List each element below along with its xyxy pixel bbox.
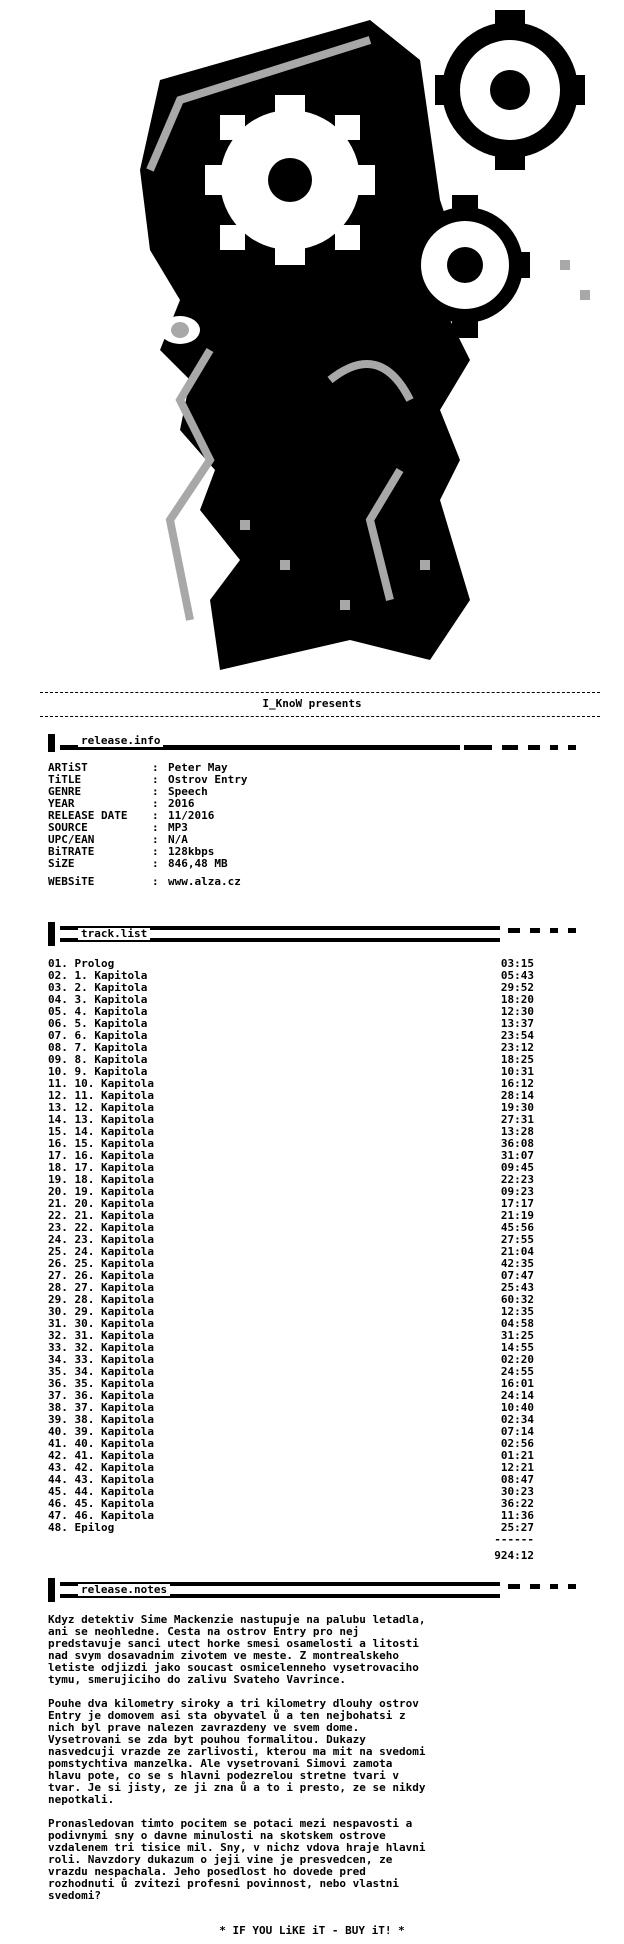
track-title: 42. 41. Kapitola [48, 1449, 154, 1462]
track-time: 02:20 [500, 1353, 534, 1366]
field-value: MP3 [168, 821, 188, 834]
field-value: Speech [168, 785, 208, 798]
release-info-section [48, 734, 600, 888]
field-colon: : [152, 845, 159, 858]
track-title: 19. 18. Kapitola [48, 1173, 154, 1186]
header-dots [508, 1584, 586, 1589]
track-time: 25:27 [500, 1521, 534, 1534]
total-row [48, 1550, 534, 1562]
total-rule: ------ [494, 1533, 534, 1546]
track-time: 36:08 [500, 1137, 534, 1150]
track-title: 07. 6. Kapitola [48, 1029, 148, 1042]
footer-slogan: * IF YOU LiKE iT - BUY iT! * [219, 1924, 405, 1937]
track-time: 11:36 [500, 1509, 534, 1522]
section-title: track.list [78, 928, 150, 940]
top-divider [40, 692, 600, 693]
track-title: 24. 23. Kapitola [48, 1233, 154, 1246]
track-title: 08. 7. Kapitola [48, 1041, 148, 1054]
field-colon: : [152, 875, 159, 888]
field-row [48, 798, 600, 810]
field-key: GENRE [48, 785, 82, 798]
track-time: 17:17 [500, 1197, 534, 1210]
release-info-fields [48, 762, 600, 870]
section-header [48, 734, 600, 752]
track-time: 42:35 [500, 1257, 534, 1270]
track-time: 14:55 [500, 1341, 534, 1354]
notes-paragraph: Pouhe dva kilometry siroky a tri kilometry dlouhy ostrov Entry je domovem asi sta obyvatel ů a ten nejbohatsi z nich byl prave nalezen zavrazdeny ve svem dome. Vysetrovani se zda byt pouhou formalitou. Dukazy nasvedcuji vrazde ze zarlivosti, kterou ma mit na svedomi pomstychtiva manzelka. Ale vysetrovani Simovi zamota hlavu pote, co se s hlavni podezrelou stretne tvari v tvar. Je si jisty, ze ji zna ů a to i presto, ze se nikdy nepotkali. [48, 1697, 426, 1806]
track-title: 48. Epilog [48, 1521, 115, 1534]
field-colon: : [152, 785, 159, 798]
track-title: 03. 2. Kapitola [48, 981, 148, 994]
track-title: 39. 38. Kapitola [48, 1413, 154, 1426]
section-header [48, 922, 600, 946]
track-title: 10. 9. Kapitola [48, 1065, 148, 1078]
header-bar-left [48, 734, 55, 752]
track-title: 23. 22. Kapitola [48, 1221, 154, 1234]
field-key: ARTiST [48, 761, 88, 774]
track-title: 18. 17. Kapitola [48, 1161, 154, 1174]
field-row [48, 810, 600, 822]
track-title: 06. 5. Kapitola [48, 1017, 148, 1030]
track-time: 28:14 [500, 1089, 534, 1102]
track-time: 31:07 [500, 1149, 534, 1162]
field-value: 2016 [168, 797, 195, 810]
track-time: 09:45 [500, 1161, 534, 1174]
track-time: 22:23 [500, 1173, 534, 1186]
track-title: 35. 34. Kapitola [48, 1365, 154, 1378]
track-time: 16:12 [500, 1077, 534, 1090]
field-key: BiTRATE [48, 845, 95, 858]
track-time: 23:54 [500, 1029, 534, 1042]
field-value: N/A [168, 833, 188, 846]
section-title: release.info [78, 735, 163, 747]
large-gear-icon [205, 95, 375, 265]
track-time: 16:01 [500, 1377, 534, 1390]
track-time: 07:47 [500, 1269, 534, 1282]
field-colon: : [152, 809, 159, 822]
field-key: WEBSiTE [48, 875, 95, 888]
field-colon: : [152, 857, 159, 870]
track-time: 27:31 [500, 1113, 534, 1126]
eye-icon [160, 316, 200, 344]
track-title: 29. 28. Kapitola [48, 1293, 154, 1306]
field-colon: : [152, 773, 159, 786]
field-row [48, 858, 600, 870]
track-title: 45. 44. Kapitola [48, 1485, 154, 1498]
track-title: 31. 30. Kapitola [48, 1317, 154, 1330]
track-time: 13:28 [500, 1125, 534, 1138]
track-title: 01. Prolog [48, 957, 115, 970]
total-time: 924:12 [494, 1549, 534, 1562]
track-time: 60:32 [500, 1293, 534, 1306]
website-row [48, 876, 600, 888]
track-title: 41. 40. Kapitola [48, 1437, 154, 1450]
header-bar-left [48, 922, 55, 946]
track-title: 20. 19. Kapitola [48, 1185, 154, 1198]
header-dots [508, 928, 586, 933]
field-key: UPC/EAN [48, 833, 95, 846]
track-time: 02:56 [500, 1437, 534, 1450]
track-title: 05. 4. Kapitola [48, 1005, 148, 1018]
track-title: 04. 3. Kapitola [48, 993, 148, 1006]
track-title: 25. 24. Kapitola [48, 1245, 154, 1258]
field-row [48, 822, 600, 834]
track-time: 03:15 [500, 957, 534, 970]
track-title: 36. 35. Kapitola [48, 1377, 154, 1390]
track-time: 36:22 [500, 1497, 534, 1510]
track-title: 38. 37. Kapitola [48, 1401, 154, 1414]
bottom-divider [40, 716, 600, 717]
track-time: 07:14 [500, 1425, 534, 1438]
track-title: 34. 33. Kapitola [48, 1353, 154, 1366]
track-time: 27:55 [500, 1233, 534, 1246]
field-key: SiZE [48, 857, 75, 870]
track-time: 18:25 [500, 1053, 534, 1066]
track-row [48, 1510, 534, 1522]
notes-paragraph: Pronasledovan timto pocitem se potaci mezi nespavosti a podivnymi sny o davne minulosti na skotskem ostrove vzdalenem tri tisice mil. Sny, v nichz vdova hraje hlavni roli. Navzdory dukazum o jeji vine je presvedcen, ze vrazdu nespachala. Jeho posedlost ho dovede pred rozhodnuti ů zvitezi profesni povinnost, nebo vlastni svedomi? [48, 1817, 426, 1902]
track-row [48, 1522, 534, 1534]
track-title: 11. 10. Kapitola [48, 1077, 154, 1090]
field-colon: : [152, 833, 159, 846]
track-title: 09. 8. Kapitola [48, 1053, 148, 1066]
track-list [48, 958, 600, 1534]
field-value: Ostrov Entry [168, 773, 248, 786]
head-gears-illustration [40, 0, 620, 690]
track-time: 25:43 [500, 1281, 534, 1294]
release-notes-body [48, 1614, 600, 1902]
presents-title: I_KnoW presents [262, 697, 362, 710]
track-title: 43. 42. Kapitola [48, 1461, 154, 1474]
track-time: 29:52 [500, 981, 534, 994]
field-row [48, 834, 600, 846]
track-time: 05:43 [500, 969, 534, 982]
field-colon: : [152, 797, 159, 810]
field-colon: : [152, 761, 159, 774]
track-title: 02. 1. Kapitola [48, 969, 148, 982]
field-row [48, 774, 600, 786]
top-right-gear-icon [435, 10, 585, 170]
track-title: 15. 14. Kapitola [48, 1125, 154, 1138]
section-header [48, 1578, 600, 1602]
track-title: 44. 43. Kapitola [48, 1473, 154, 1486]
track-time: 31:25 [500, 1329, 534, 1342]
field-value: 846,48 MB [168, 857, 228, 870]
track-title: 32. 31. Kapitola [48, 1329, 154, 1342]
field-row [48, 786, 600, 798]
field-key: SOURCE [48, 821, 88, 834]
track-time: 21:19 [500, 1209, 534, 1222]
field-key: TiTLE [48, 773, 82, 786]
track-time: 04:58 [500, 1317, 534, 1330]
track-title: 21. 20. Kapitola [48, 1197, 154, 1210]
track-list-section [48, 922, 600, 1562]
track-title: 13. 12. Kapitola [48, 1101, 154, 1114]
track-title: 22. 21. Kapitola [48, 1209, 154, 1222]
track-title: 14. 13. Kapitola [48, 1113, 154, 1126]
header-bar-left [48, 1578, 55, 1602]
field-colon: : [152, 821, 159, 834]
notes-paragraph: Kdyz detektiv Sime Mackenzie nastupuje na palubu letadla, ani se neohledne. Cesta na ostrov Entry pro nej predstavuje sanci utect horke smesi osamelosti a litosti nad svym dosavadnim zivotem ve meste. Z montrealskeho letiste odjizdi jako soucast osmicelenneho vysetrovaciho tymu, smerujiciho do zalivu Svateho Vavrince. [48, 1613, 426, 1686]
track-title: 40. 39. Kapitola [48, 1425, 154, 1438]
track-time: 19:30 [500, 1101, 534, 1114]
total-rule-row [48, 1534, 534, 1546]
track-time: 23:12 [500, 1041, 534, 1054]
track-time: 09:23 [500, 1185, 534, 1198]
track-title: 37. 36. Kapitola [48, 1389, 154, 1402]
field-value: 128kbps [168, 845, 215, 858]
header-dots [464, 745, 586, 750]
track-title: 28. 27. Kapitola [48, 1281, 154, 1294]
website-link[interactable]: www.alza.cz [168, 875, 241, 888]
field-key: RELEASE DATE [48, 809, 128, 822]
track-time: 08:47 [500, 1473, 534, 1486]
track-time: 13:37 [500, 1017, 534, 1030]
track-time: 24:55 [500, 1365, 534, 1378]
track-time: 12:21 [500, 1461, 534, 1474]
track-title: 12. 11. Kapitola [48, 1089, 154, 1102]
section-title: release.notes [78, 1584, 170, 1596]
track-time: 30:23 [500, 1485, 534, 1498]
track-title: 26. 25. Kapitola [48, 1257, 154, 1270]
release-notes-section [48, 1578, 600, 1914]
field-row [48, 762, 600, 774]
track-time: 21:04 [500, 1245, 534, 1258]
track-time: 18:20 [500, 993, 534, 1006]
field-key: YEAR [48, 797, 75, 810]
field-value: Peter May [168, 761, 228, 774]
track-time: 12:35 [500, 1305, 534, 1318]
track-time: 12:30 [500, 1005, 534, 1018]
track-time: 24:14 [500, 1389, 534, 1402]
track-title: 27. 26. Kapitola [48, 1269, 154, 1282]
track-title: 33. 32. Kapitola [48, 1341, 154, 1354]
track-title: 46. 45. Kapitola [48, 1497, 154, 1510]
track-title: 47. 46. Kapitola [48, 1509, 154, 1522]
track-time: 01:21 [500, 1449, 534, 1462]
track-title: 17. 16. Kapitola [48, 1149, 154, 1162]
field-row [48, 846, 600, 858]
track-title: 30. 29. Kapitola [48, 1305, 154, 1318]
track-time: 10:40 [500, 1401, 534, 1414]
track-time: 45:56 [500, 1221, 534, 1234]
field-value: 11/2016 [168, 809, 215, 822]
track-time: 02:34 [500, 1413, 534, 1426]
track-time: 10:31 [500, 1065, 534, 1078]
track-title: 16. 15. Kapitola [48, 1137, 154, 1150]
